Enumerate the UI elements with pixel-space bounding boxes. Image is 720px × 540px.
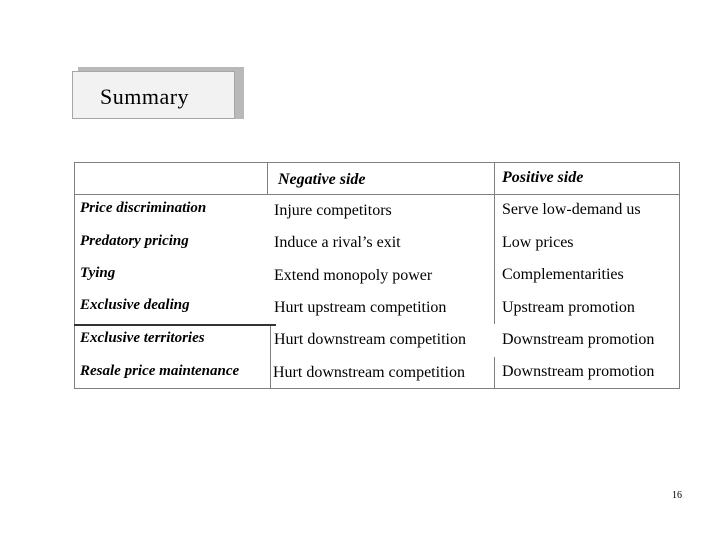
positive-effect: Upstream promotion <box>502 299 635 316</box>
title-box <box>72 71 235 119</box>
negative-effect: Extend monopoly power <box>274 267 433 284</box>
negative-effect: Hurt downstream competition <box>273 364 465 381</box>
header-negative-side: Negative side <box>278 171 366 188</box>
negative-effect: Hurt downstream competition <box>274 331 466 348</box>
positive-effect: Serve low-demand us <box>502 201 641 218</box>
practice-label: Exclusive dealing <box>80 297 190 313</box>
slide-title: Summary <box>100 84 190 109</box>
positive-effect: Low prices <box>502 234 574 251</box>
practice-label: Exclusive territories <box>80 330 205 346</box>
positive-effect: Downstream promotion <box>502 363 655 380</box>
column-divider <box>494 357 495 389</box>
column-divider <box>270 325 271 389</box>
negative-effect: Injure competitors <box>274 202 392 219</box>
negative-effect: Induce a rival’s exit <box>274 234 401 251</box>
column-divider <box>494 195 495 324</box>
header-rule <box>74 194 680 195</box>
practice-label: Tying <box>80 265 116 281</box>
positive-effect: Complementarities <box>502 266 624 283</box>
negative-effect: Hurt upstream competition <box>274 299 447 316</box>
page-number: 16 <box>672 490 682 501</box>
column-divider <box>494 162 495 195</box>
column-divider <box>267 162 268 195</box>
header-positive-side: Positive side <box>502 169 584 186</box>
practice-label: Resale price maintenance <box>80 363 240 379</box>
positive-effect: Downstream promotion <box>502 331 655 348</box>
practice-label: Predatory pricing <box>80 233 189 249</box>
row-rule <box>74 324 276 326</box>
practice-label: Price discrimination <box>80 200 207 216</box>
